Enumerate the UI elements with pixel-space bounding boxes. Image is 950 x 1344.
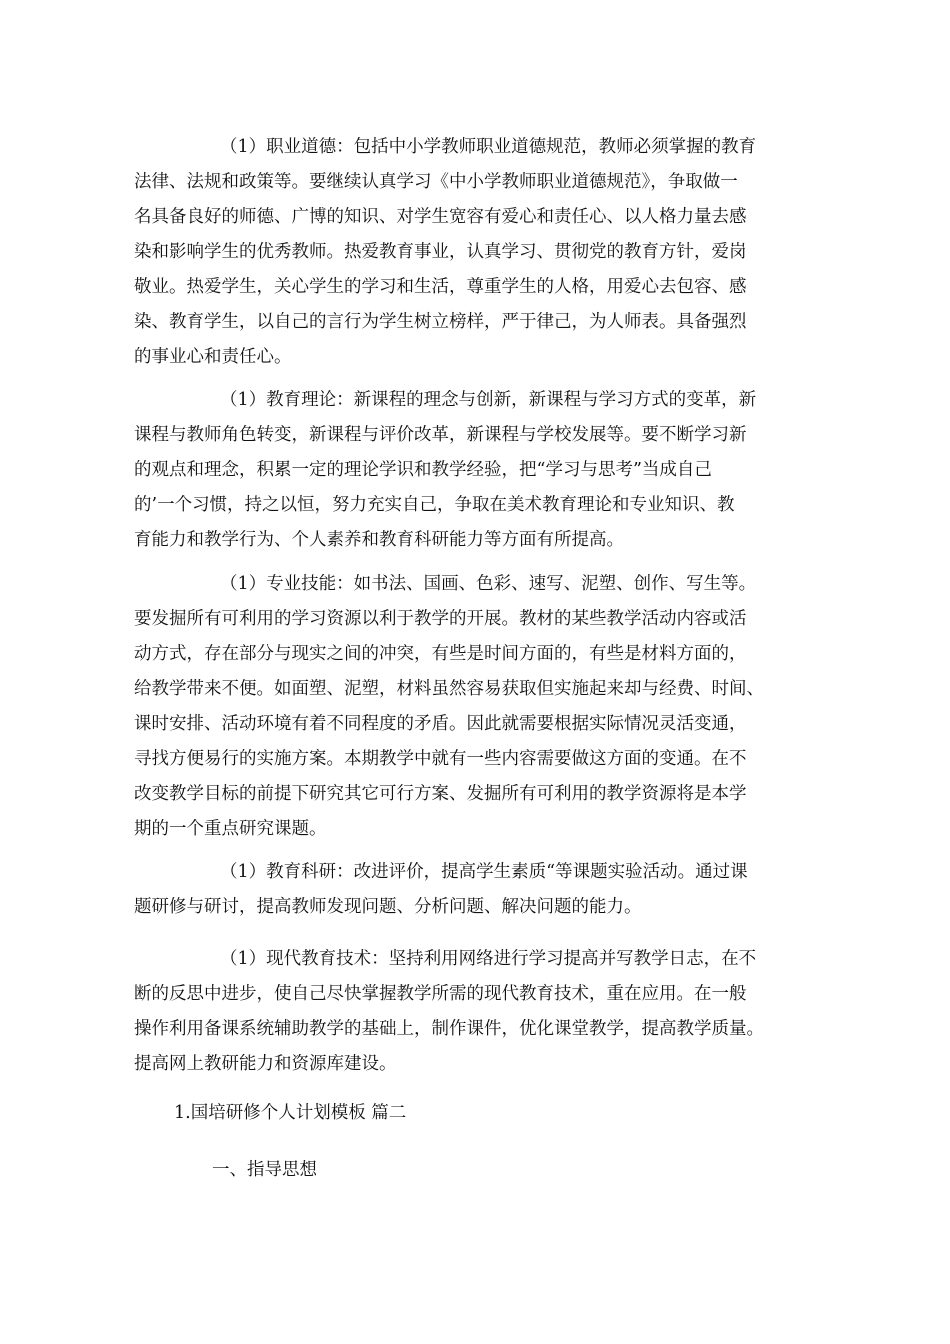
text-line: （1）教育科研：改进评价，提高学生素质“等课题实验活动。通过课 [220,862,748,882]
paragraph-professional-skills [134,567,824,847]
text-line: （1）职业道德：包括中小学教师职业道德规范，教师必须掌握的教育 [220,137,757,157]
text-line: 的’一个习惯，持之以恒，努力充实自己，争取在美术教育理论和专业知识、教 [134,495,735,515]
text-line: 育能力和教学行为、个人素养和教育科研能力等方面有所提高。 [134,530,624,550]
section-title: 1.国培研修个人计划模板 篇二 [174,1103,407,1123]
paragraph-modern-education-technology [134,942,824,1082]
text-line: 提高网上教研能力和资源库建设。 [134,1054,397,1074]
paragraph-education-research [134,855,824,925]
paragraph-education-theory [134,383,824,558]
text-line: 的事业心和责任心。 [134,347,292,367]
text-line: 寻找方便易行的实施方案。本期教学中就有一些内容需要做这方面的变通。在不 [134,749,747,769]
text-line: 染和影响学生的优秀教师。热爱教育事业，认真学习、贯彻党的教育方针，爱岗 [134,242,747,262]
text-line: 期的一个重点研究课题。 [134,819,327,839]
text-line: （1）现代教育技术：坚持利用网络进行学习提高并写教学日志，在不 [220,949,757,969]
text-line: 操作利用备课系统辅助教学的基础上，制作课件，优化课堂教学，提高教学质量。 [134,1019,764,1039]
text-line: 给教学带来不便。如面塑、泥塑，材料虽然容易获取但实施起来却与经费、时间、 [134,679,764,699]
text-line: 课程与教师角色转变，新课程与评价改革，新课程与学校发展等。要不断学习新 [134,425,747,445]
text-line: 要发掘所有可利用的学习资源以利于教学的开展。教材的某些教学活动内容或活 [134,609,747,629]
text-line: 课时安排、活动环境有着不同程度的矛盾。因此就需要根据实际情况灵活变通， [134,714,747,734]
text-line: （1）专业技能：如书法、国画、色彩、速写、泥塑、创作、写生等。 [220,574,757,594]
text-line: 敬业。热爱学生，关心学生的学习和生活，尊重学生的人格，用爱心去包容、感 [134,277,747,297]
text-line: 染、教育学生，以自己的言行为学生树立榜样，严于律己，为人师表。具备强烈 [134,312,747,332]
text-line: 动方式，存在部分与现实之间的冲突，有些是时间方面的，有些是材料方面的， [134,644,747,664]
text-line: （1）教育理论：新课程的理念与创新，新课程与学习方式的变革，新 [220,390,757,410]
text-line: 名具备良好的师德、广博的知识、对学生宽容有爱心和责任心、以人格力量去感 [134,207,747,227]
text-line: 断的反思中进步，使自己尽快掌握教学所需的现代教育技术，重在应用。在一般 [134,984,747,1004]
text-line: 改变教学目标的前提下研究其它可行方案、发掘所有可利用的教学资源将是本学 [134,784,747,804]
subsection-title: 一、指导思想 [212,1160,317,1180]
paragraph-professional-ethics [134,130,824,375]
text-line: 的观点和理念，积累一定的理论学识和教学经验，把“学习与思考”当成自己 [134,460,712,480]
text-line: 法律、法规和政策等。要继续认真学习《中小学教师职业道德规范》，争取做一 [134,172,738,192]
text-line: 题研修与研讨，提高教师发现问题、分析问题、解决问题的能力。 [134,897,642,917]
